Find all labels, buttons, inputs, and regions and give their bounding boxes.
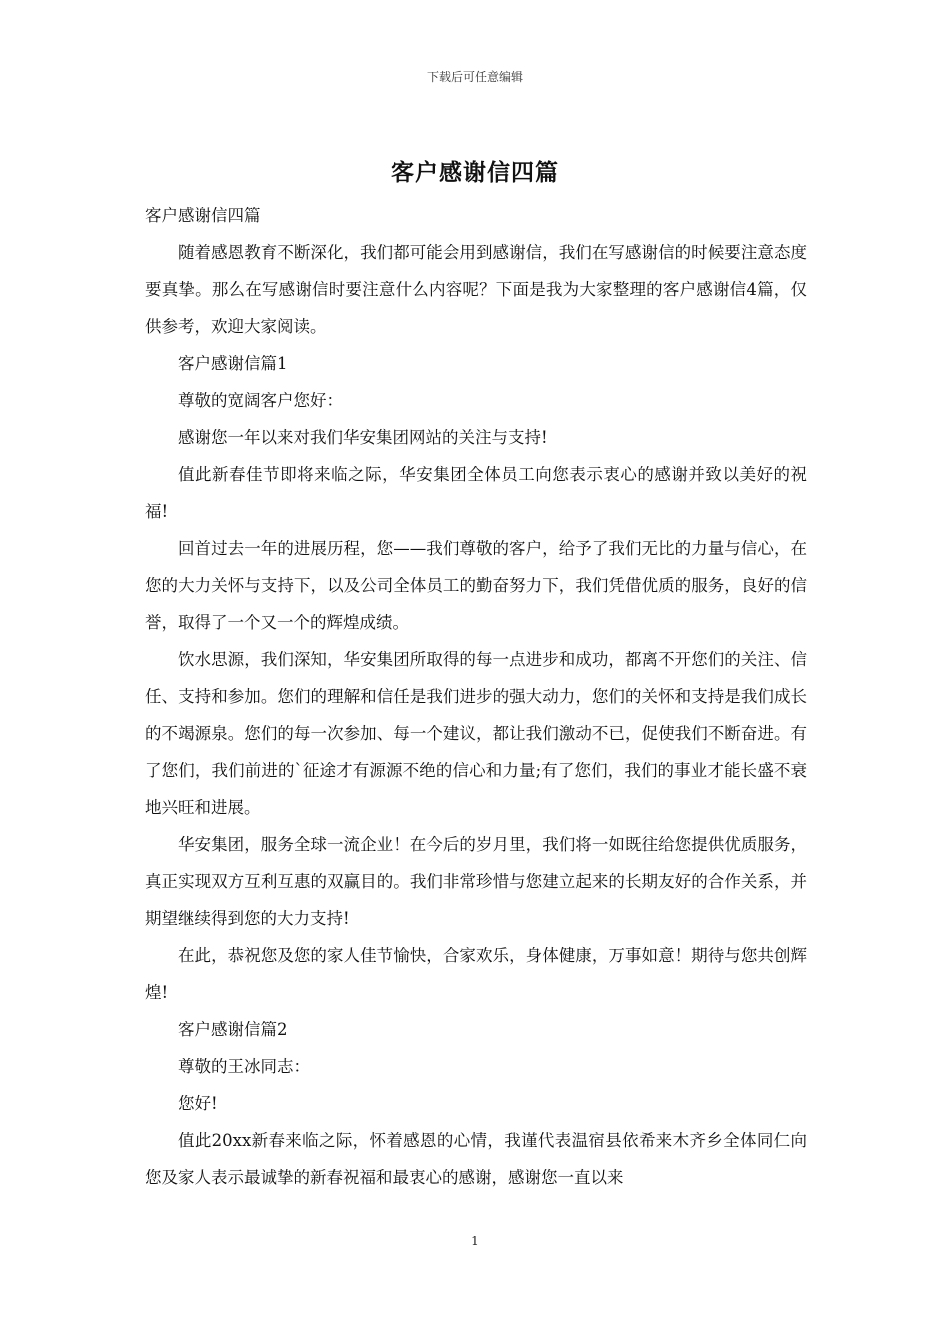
- salutation-2: 尊敬的王冰同志：: [178, 1057, 310, 1076]
- body-paragraph: 华安集团，服务全球一流企业！在今后的岁月里，我们将一如既往给您提供优质服务，真正实现双方互利互惠的双赢目的。我们非常珍惜与您建立起来的长期友好的合作关系，并期望继续得到您的大力支持!: [145, 835, 807, 928]
- page-number: 1: [471, 1234, 479, 1248]
- intro-paragraph: 随着感恩教育不断深化，我们都可能会用到感谢信，我们在写感谢信的时候要注意态度要真挚。那么在写感谢信时要注意什么内容呢？下面是我为大家整理的客户感谢信4篇，仅供参考，欢迎大家阅读。: [145, 243, 807, 336]
- document-body: [145, 197, 807, 1196]
- document-title: 客户感谢信四篇: [391, 159, 559, 186]
- greeting-line: 您好!: [178, 1094, 218, 1113]
- salutation-1: 尊敬的宽阔客户您好：: [178, 391, 343, 410]
- body-paragraph: 值此新春佳节即将来临之际，华安集团全体员工向您表示衷心的感谢并致以美好的祝福!: [145, 465, 807, 521]
- body-paragraph: 回首过去一年的进展历程，您——我们尊敬的客户，给予了我们无比的力量与信心，在您的大力关怀与支持下，以及公司全体员工的勤奋努力下，我们凭借优质的服务，良好的信誉，取得了一个又一个的辉煌成绩。: [145, 539, 807, 632]
- body-paragraph: 感谢您一年以来对我们华安集团网站的关注与支持!: [178, 428, 548, 447]
- body-paragraph: 在此，恭祝您及您的家人佳节愉快，合家欢乐，身体健康，万事如意！期待与您共创辉煌!: [145, 946, 807, 1002]
- subtitle-paragraph: 客户感谢信四篇: [145, 206, 261, 225]
- section-heading-1: 客户感谢信篇1: [178, 354, 288, 373]
- body-paragraph: 饮水思源，我们深知，华安集团所取得的每一点进步和成功，都离不开您们的关注、信任、支持和参加。您们的理解和信任是我们进步的强大动力，您们的关怀和支持是我们成长的不竭源泉。您们的每一次参加、每一个建议，都让我们激动不已，促使我们不断奋进。有了您们，我们前进的`征途才有源源不绝的信心和力量;有了您们，我们的事业才能长盛不衰地兴旺和进展。: [145, 650, 807, 817]
- section-heading-2: 客户感谢信篇2: [178, 1020, 288, 1039]
- body-paragraph: 值此20xx新春来临之际，怀着感恩的心情，我谨代表温宿县依希来木齐乡全体同仁向您及家人表示最诚挚的新春祝福和最衷心的感谢，感谢您一直以来: [145, 1131, 807, 1187]
- header-note: 下载后可任意编辑: [426, 70, 523, 84]
